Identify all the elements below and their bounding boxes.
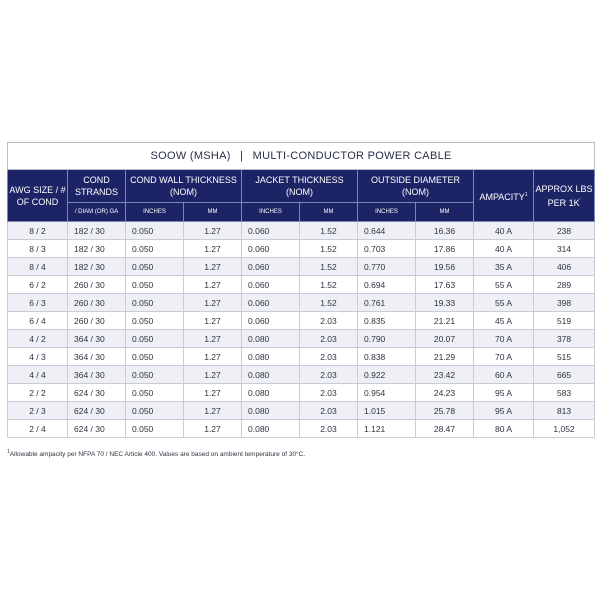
subheader-od-inches: INCHES <box>358 203 416 222</box>
cell-ampacity: 40 A <box>474 240 534 258</box>
cell-strands: 364 / 30 <box>68 366 126 384</box>
cell-wall-inches: 0.050 <box>126 366 184 384</box>
cell-wall-mm: 1.27 <box>184 258 242 276</box>
cell-jacket-mm: 1.52 <box>300 294 358 312</box>
cell-wall-inches: 0.050 <box>126 294 184 312</box>
cell-ampacity: 40 A <box>474 222 534 240</box>
cell-jacket-inches: 0.060 <box>242 276 300 294</box>
cell-lbs: 398 <box>534 294 595 312</box>
cell-od-inches: 0.644 <box>358 222 416 240</box>
cell-jacket-inches: 0.060 <box>242 258 300 276</box>
cell-od-mm: 19.33 <box>416 294 474 312</box>
subheader-jacket-mm: MM <box>300 203 358 222</box>
table-title-right: MULTI-CONDUCTOR POWER CABLE <box>252 150 452 162</box>
header-ampacity <box>474 170 534 222</box>
table-row <box>8 276 595 294</box>
table-row <box>8 348 595 366</box>
cell-ampacity: 35 A <box>474 258 534 276</box>
cell-jacket-mm: 1.52 <box>300 222 358 240</box>
table-title <box>8 143 595 170</box>
cell-od-inches: 1.015 <box>358 402 416 420</box>
header-od: OUTSIDE DIAMETER (NOM) <box>358 170 474 203</box>
header-awg: AWG SIZE / # OF COND <box>8 170 68 222</box>
cell-wall-mm: 1.27 <box>184 276 242 294</box>
cell-jacket-inches: 0.080 <box>242 420 300 438</box>
header-jacket: JACKET THICKNESS (NOM) <box>242 170 358 203</box>
cell-strands: 364 / 30 <box>68 348 126 366</box>
cell-jacket-inches: 0.080 <box>242 366 300 384</box>
cell-awg: 6 / 3 <box>8 294 68 312</box>
cell-jacket-mm: 1.52 <box>300 240 358 258</box>
cell-od-mm: 23.42 <box>416 366 474 384</box>
table-title-row <box>8 143 595 170</box>
cell-lbs: 665 <box>534 366 595 384</box>
cell-jacket-mm: 2.03 <box>300 312 358 330</box>
cell-od-mm: 28.47 <box>416 420 474 438</box>
table-body <box>8 222 595 438</box>
cell-ampacity: 70 A <box>474 348 534 366</box>
cell-jacket-mm: 2.03 <box>300 366 358 384</box>
cell-od-mm: 16.36 <box>416 222 474 240</box>
cell-wall-inches: 0.050 <box>126 330 184 348</box>
cell-lbs: 378 <box>534 330 595 348</box>
table-row <box>8 330 595 348</box>
cell-wall-mm: 1.27 <box>184 402 242 420</box>
cell-od-inches: 0.761 <box>358 294 416 312</box>
cell-wall-mm: 1.27 <box>184 366 242 384</box>
cell-jacket-mm: 2.03 <box>300 384 358 402</box>
cell-wall-inches: 0.050 <box>126 312 184 330</box>
cell-awg: 8 / 3 <box>8 240 68 258</box>
cell-ampacity: 70 A <box>474 330 534 348</box>
cell-od-inches: 0.835 <box>358 312 416 330</box>
header-lbs <box>534 170 595 222</box>
cell-lbs: 289 <box>534 276 595 294</box>
cell-wall-mm: 1.27 <box>184 384 242 402</box>
cell-jacket-inches: 0.060 <box>242 240 300 258</box>
header-row <box>8 170 595 203</box>
cell-od-mm: 17.63 <box>416 276 474 294</box>
cell-wall-inches: 0.050 <box>126 384 184 402</box>
cell-strands: 182 / 30 <box>68 240 126 258</box>
cell-lbs: 1,052 <box>534 420 595 438</box>
cell-od-inches: 0.838 <box>358 348 416 366</box>
footnote <box>7 449 305 458</box>
cell-ampacity: 95 A <box>474 384 534 402</box>
cell-wall-mm: 1.27 <box>184 240 242 258</box>
cell-wall-inches: 0.050 <box>126 348 184 366</box>
table-row <box>8 294 595 312</box>
footnote-text: Allowable ampacity per NFPA 70 / NEC Article 400. Values are based on ambient temperature of 30°C. <box>9 451 306 459</box>
header-wall: COND WALL THICKNESS (NOM) <box>126 170 242 203</box>
cell-ampacity: 80 A <box>474 420 534 438</box>
cell-strands: 260 / 30 <box>68 276 126 294</box>
table-row <box>8 312 595 330</box>
cell-jacket-inches: 0.080 <box>242 348 300 366</box>
cell-awg: 4 / 2 <box>8 330 68 348</box>
cell-jacket-mm: 2.03 <box>300 330 358 348</box>
cell-jacket-inches: 0.080 <box>242 384 300 402</box>
cell-awg: 8 / 4 <box>8 258 68 276</box>
table-title-separator: | <box>240 150 244 162</box>
cell-od-mm: 17.86 <box>416 240 474 258</box>
cell-od-inches: 0.703 <box>358 240 416 258</box>
cell-od-inches: 0.790 <box>358 330 416 348</box>
table-row <box>8 402 595 420</box>
cell-wall-inches: 0.050 <box>126 258 184 276</box>
table-row <box>8 258 595 276</box>
header-strands: COND STRANDS <box>68 170 126 203</box>
cell-jacket-mm: 2.03 <box>300 348 358 366</box>
cell-wall-inches: 0.050 <box>126 276 184 294</box>
header-lbs-mark: ' <box>579 197 581 204</box>
cell-jacket-inches: 0.060 <box>242 222 300 240</box>
table-row <box>8 366 595 384</box>
cell-od-inches: 0.954 <box>358 384 416 402</box>
cell-jacket-mm: 2.03 <box>300 420 358 438</box>
cell-wall-inches: 0.050 <box>126 240 184 258</box>
subheader-jacket-inches: INCHES <box>242 203 300 222</box>
cell-ampacity: 60 A <box>474 366 534 384</box>
subheader-od-mm: MM <box>416 203 474 222</box>
cell-strands: 182 / 30 <box>68 222 126 240</box>
table-row <box>8 222 595 240</box>
cell-jacket-mm: 1.52 <box>300 276 358 294</box>
table-row <box>8 420 595 438</box>
cell-jacket-inches: 0.060 <box>242 294 300 312</box>
cell-awg: 4 / 3 <box>8 348 68 366</box>
cell-ampacity: 55 A <box>474 276 534 294</box>
cell-od-mm: 24.23 <box>416 384 474 402</box>
cell-wall-mm: 1.27 <box>184 222 242 240</box>
header-lbs-label: APPROX LBS PER 1K <box>535 183 593 208</box>
cell-ampacity: 45 A <box>474 312 534 330</box>
spec-table <box>7 142 595 438</box>
cell-jacket-mm: 2.03 <box>300 402 358 420</box>
cell-od-inches: 0.694 <box>358 276 416 294</box>
cell-awg: 8 / 2 <box>8 222 68 240</box>
cell-od-mm: 21.21 <box>416 312 474 330</box>
cell-wall-mm: 1.27 <box>184 294 242 312</box>
cell-od-inches: 1.121 <box>358 420 416 438</box>
subheader-wall-inches: INCHES <box>126 203 184 222</box>
cell-od-mm: 19.56 <box>416 258 474 276</box>
cell-ampacity: 55 A <box>474 294 534 312</box>
subheader-strands: / DIAM (OR) GA <box>68 203 126 222</box>
table-row <box>8 384 595 402</box>
cell-od-inches: 0.770 <box>358 258 416 276</box>
cell-lbs: 314 <box>534 240 595 258</box>
cell-wall-inches: 0.050 <box>126 420 184 438</box>
cell-od-mm: 25.78 <box>416 402 474 420</box>
cell-awg: 4 / 4 <box>8 366 68 384</box>
cell-lbs: 583 <box>534 384 595 402</box>
header-ampacity-footnote-mark: 1 <box>524 191 528 198</box>
cell-jacket-mm: 1.52 <box>300 258 358 276</box>
cell-strands: 260 / 30 <box>68 312 126 330</box>
cell-strands: 260 / 30 <box>68 294 126 312</box>
cell-strands: 182 / 30 <box>68 258 126 276</box>
cell-wall-inches: 0.050 <box>126 222 184 240</box>
spec-table-container <box>7 142 594 438</box>
cell-od-inches: 0.922 <box>358 366 416 384</box>
cell-strands: 624 / 30 <box>68 402 126 420</box>
cell-strands: 624 / 30 <box>68 384 126 402</box>
cell-ampacity: 95 A <box>474 402 534 420</box>
cell-lbs: 515 <box>534 348 595 366</box>
cell-jacket-inches: 0.080 <box>242 330 300 348</box>
cell-jacket-inches: 0.080 <box>242 402 300 420</box>
header-ampacity-label: AMPACITY <box>479 191 525 202</box>
cell-awg: 2 / 3 <box>8 402 68 420</box>
cell-lbs: 519 <box>534 312 595 330</box>
footnote-mark: 1 <box>7 449 10 455</box>
cell-awg: 6 / 4 <box>8 312 68 330</box>
cell-wall-mm: 1.27 <box>184 420 242 438</box>
cell-wall-inches: 0.050 <box>126 402 184 420</box>
cell-wall-mm: 1.27 <box>184 312 242 330</box>
table-row <box>8 240 595 258</box>
subheader-wall-mm: MM <box>184 203 242 222</box>
cell-strands: 624 / 30 <box>68 420 126 438</box>
cell-wall-mm: 1.27 <box>184 348 242 366</box>
cell-jacket-inches: 0.060 <box>242 312 300 330</box>
cell-awg: 2 / 4 <box>8 420 68 438</box>
cell-lbs: 238 <box>534 222 595 240</box>
table-title-left: SOOW (MSHA) <box>150 150 231 162</box>
cell-lbs: 813 <box>534 402 595 420</box>
cell-od-mm: 20.07 <box>416 330 474 348</box>
cell-awg: 2 / 2 <box>8 384 68 402</box>
cell-strands: 364 / 30 <box>68 330 126 348</box>
cell-wall-mm: 1.27 <box>184 330 242 348</box>
cell-od-mm: 21.29 <box>416 348 474 366</box>
cell-lbs: 406 <box>534 258 595 276</box>
cell-awg: 6 / 2 <box>8 276 68 294</box>
